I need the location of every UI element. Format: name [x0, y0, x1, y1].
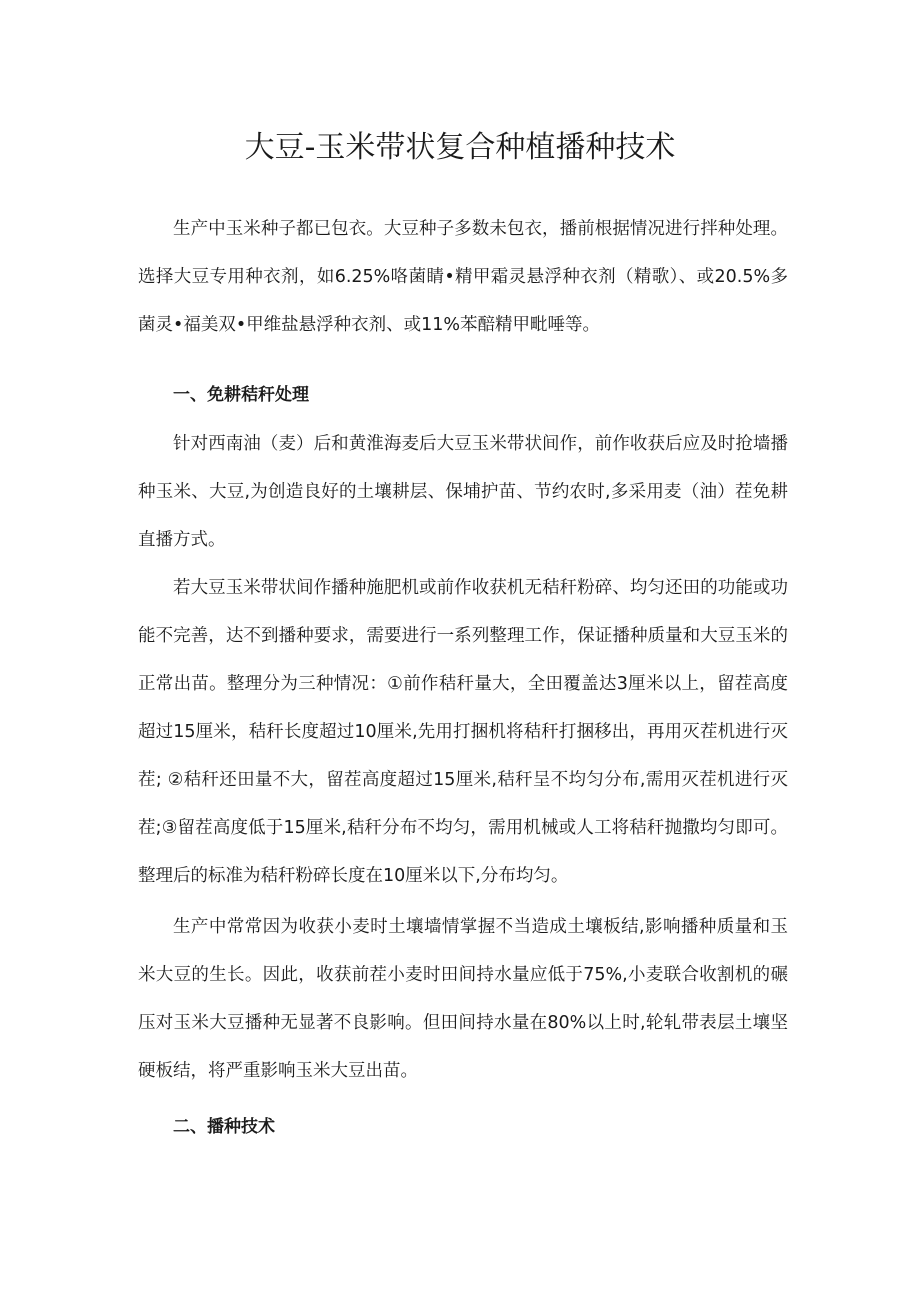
section1-paragraph-1: 针对西南油（麦）后和黄淮海麦后大豆玉米带状间作，前作收获后应及时抢墙播种玉米、大豆,为创造良好的土壤耕层、保埔护苗、节约农时,多采用麦（油）茬免耕直播方式。 — [138, 434, 788, 550]
section-heading-2: 二、播种技术 — [173, 1117, 275, 1137]
section1-paragraph-2: 若大豆玉米带状间作播种施肥机或前作收获机无秸秆粉碎、均匀还田的功能或功能不完善，达不到播种要求，需要进行一系列整理工作，保证播种质量和大豆玉米的正常出苗。整理分为三种情况：①前作秸秆量大，全田覆盖达3厘米以上，留茬高度超过15厘米，秸秆长度超过10厘米,先用打捆机将秸秆打捆移出，再用灭茬机进行灭茬; ②秸秆还田量不大，留茬高度超过15厘米,秸秆呈不均匀分布,需用灭茬机进行灭茬;③留茬高度低于15厘米,秸秆分布不均匀，需用机械或人工将秸秆抛撒均匀即可。整理后的标准为秸秆粉碎长度在10厘米以下,分布均匀。 — [138, 578, 788, 886]
section-heading-1: 一、免耕秸秆处理 — [173, 385, 309, 405]
document-title: 大豆-玉米带状复合种植播种技术 — [244, 130, 676, 165]
section1-paragraph-3: 生产中常常因为收获小麦时土壤墙情掌握不当造成土壤板结,影响播种质量和玉米大豆的生长。因此，收获前茬小麦时田间持水量应低于75%,小麦联合收割机的碾压对玉米大豆播种无显著不良影响。但田间持水量在80%以上时,轮轧带表层土壤坚硬板结，将严重影响玉米大豆出苗。 — [138, 917, 788, 1081]
intro-paragraph: 生产中玉米种子都已包衣。大豆种子多数未包衣，播前根据情况进行拌种处理。选择大豆专用种衣剂，如6.25%咯菌睛•精甲霜灵悬浮种衣剂（精歌）、或20.5%多菌灵•福美双•甲维盐悬浮种衣剂、或11%苯醅精甲毗唾等。 — [138, 219, 788, 335]
